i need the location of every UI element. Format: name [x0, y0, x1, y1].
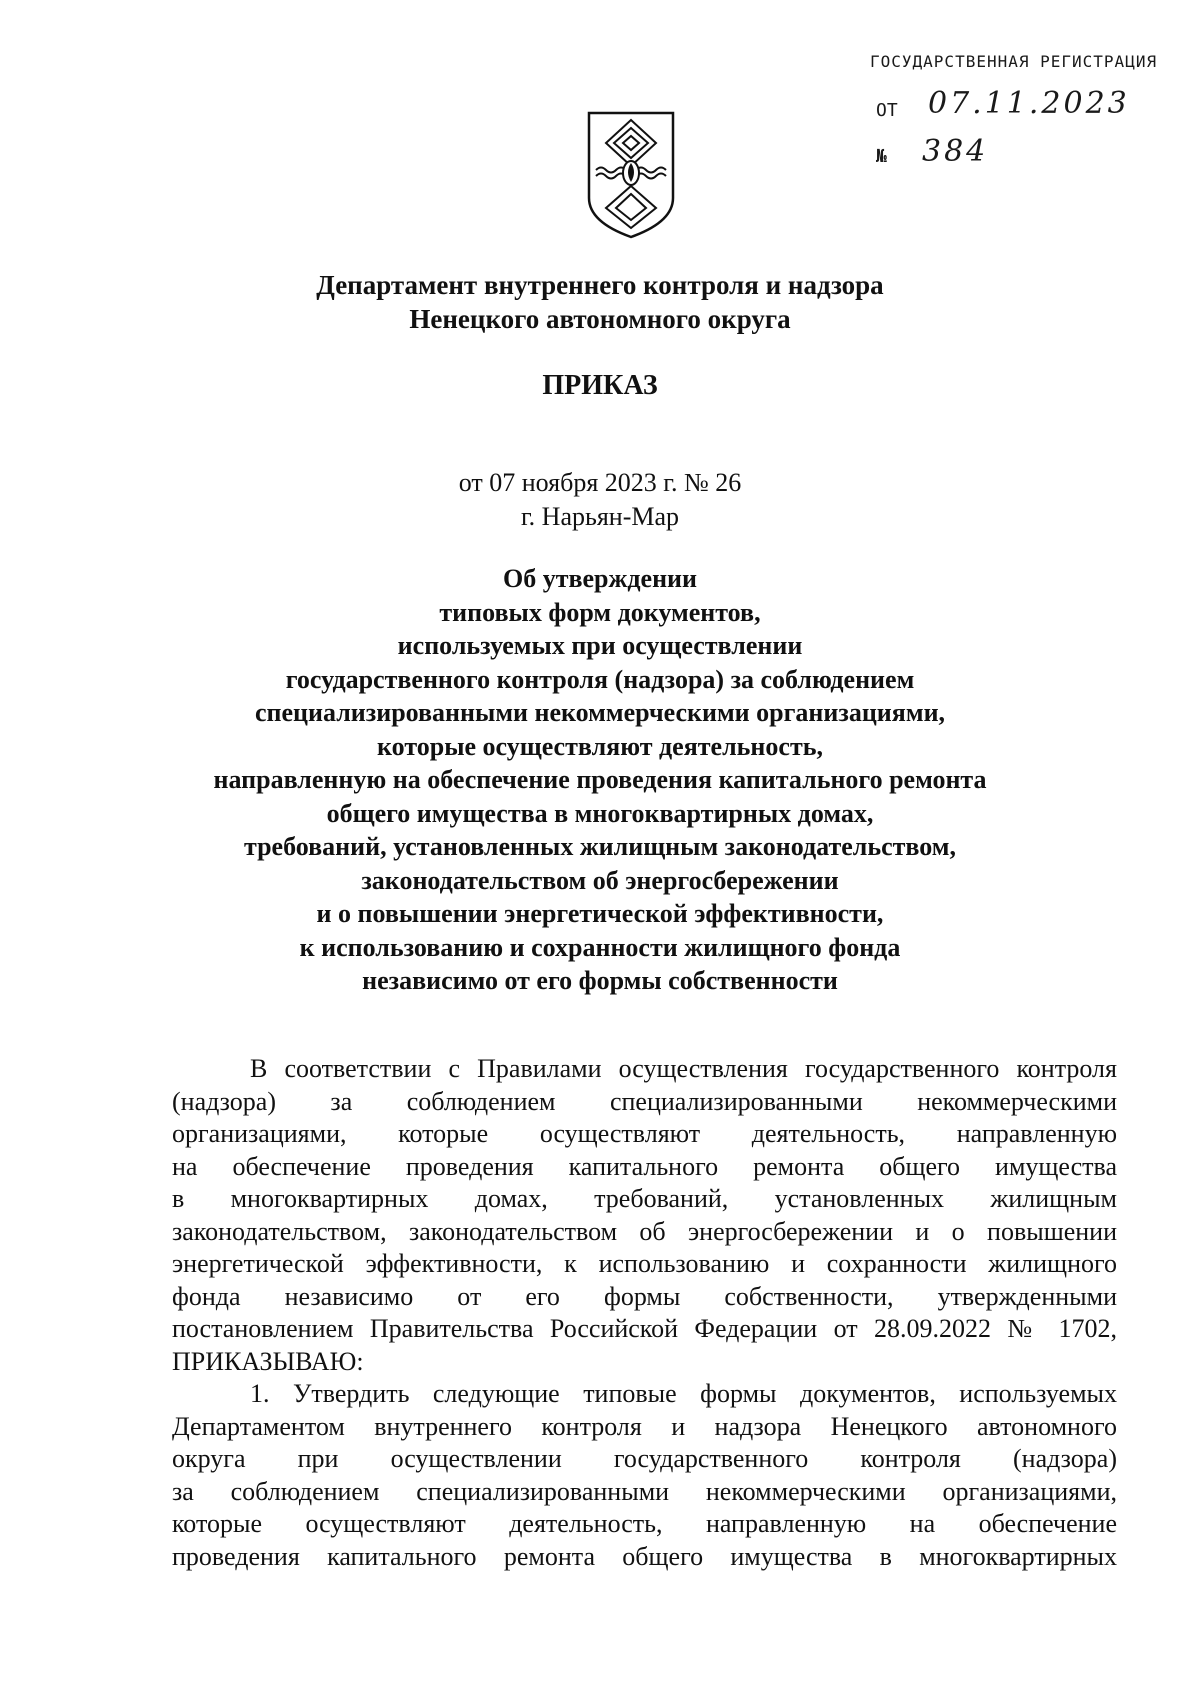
- registration-date: 07.11.2023: [928, 86, 1130, 121]
- registration-number: 384: [922, 134, 989, 169]
- document-dateline: [0, 466, 1200, 534]
- preamble-paragraph: [172, 1053, 1117, 1378]
- subject-line: и о повышении энергетической эффективности,: [316, 899, 884, 928]
- subject-line: типовых форм документов,: [439, 597, 761, 627]
- subject-line: независимо от его формы собственности: [362, 966, 838, 995]
- paragraph-line: постановлением Правительства Российской Федерации от 28.09.2022 № 1702,: [172, 1314, 1117, 1343]
- paragraph-line: которые осуществляют деятельность, направленную на обеспечение: [172, 1509, 1117, 1538]
- order-keyword: ПРИКАЗЫВАЮ:: [172, 1346, 364, 1376]
- paragraph-line: (надзора) за соблюдением специализированными некоммерческими: [172, 1086, 1117, 1116]
- subject-line: направленную на обеспечение проведения капитального ремонта: [213, 765, 987, 794]
- document-subject: [0, 562, 1200, 998]
- paragraph-line: фонда независимо от его формы собственности, утвержденными: [172, 1281, 1117, 1311]
- paragraph-line: в многоквартирных домах, требований, установленных жилищным: [172, 1184, 1117, 1213]
- subject-line: специализированными некоммерческими организациями,: [254, 698, 946, 727]
- paragraph-line: организациями, которые осуществляют деятельность, направленную: [172, 1119, 1117, 1148]
- order-item-1: [172, 1378, 1117, 1573]
- organization-name: [0, 268, 1200, 336]
- subject-line: к использованию и сохранности жилищного фонда: [299, 932, 901, 962]
- paragraph-line: Департаментом внутреннего контроля и надзора Ненецкого автономного: [172, 1411, 1117, 1441]
- coat-of-arms-emblem: [586, 110, 676, 240]
- paragraph-line: энергетической эффективности, к использованию и сохранности жилищного: [172, 1249, 1117, 1278]
- subject-line: требований, установленных жилищным законодательством,: [243, 832, 956, 861]
- paragraph-line: проведения капитального ремонта общего имущества в многоквартирных: [172, 1541, 1117, 1571]
- subject-line: которые осуществляют деятельность,: [377, 731, 823, 761]
- paragraph-line: 1. Утвердить следующие типовые формы документов, используемых: [250, 1379, 1117, 1408]
- paragraph-line: округа при осуществлении государственного контроля (надзора): [172, 1444, 1117, 1473]
- paragraph-line: В соответствии с Правилами осуществления государственного контроля: [250, 1054, 1117, 1083]
- paragraph-line: законодательством, законодательством об энергосбережении и о повышении: [172, 1216, 1117, 1246]
- registration-number-label: №: [876, 146, 887, 167]
- organization-name-line: Департамент внутреннего контроля и надзора: [316, 270, 884, 300]
- subject-line: законодательством об энергосбережении: [361, 865, 839, 895]
- registration-date-label: ОТ: [876, 100, 898, 121]
- subject-line: общего имущества в многоквартирных домах,: [326, 798, 874, 828]
- subject-line: Об утверждении: [502, 564, 698, 593]
- document-city: г. Нарьян-Мар: [520, 502, 680, 531]
- paragraph-line: за соблюдением специализированными некоммерческими организациями,: [172, 1476, 1117, 1506]
- subject-line: государственного контроля (надзора) за соблюдением: [285, 664, 915, 694]
- paragraph-line: на обеспечение проведения капитального ремонта общего имущества: [172, 1151, 1117, 1181]
- document-date-number: от 07 ноября 2023 г. № 26: [458, 468, 742, 497]
- registration-stamp-title: ГОСУДАРСТВЕННАЯ РЕГИСТРАЦИЯ: [870, 52, 1158, 71]
- subject-line: используемых при осуществлении: [397, 631, 803, 660]
- organization-name-line: Ненецкого автономного округа: [409, 304, 791, 334]
- document-type-title: ПРИКАЗ: [542, 370, 658, 401]
